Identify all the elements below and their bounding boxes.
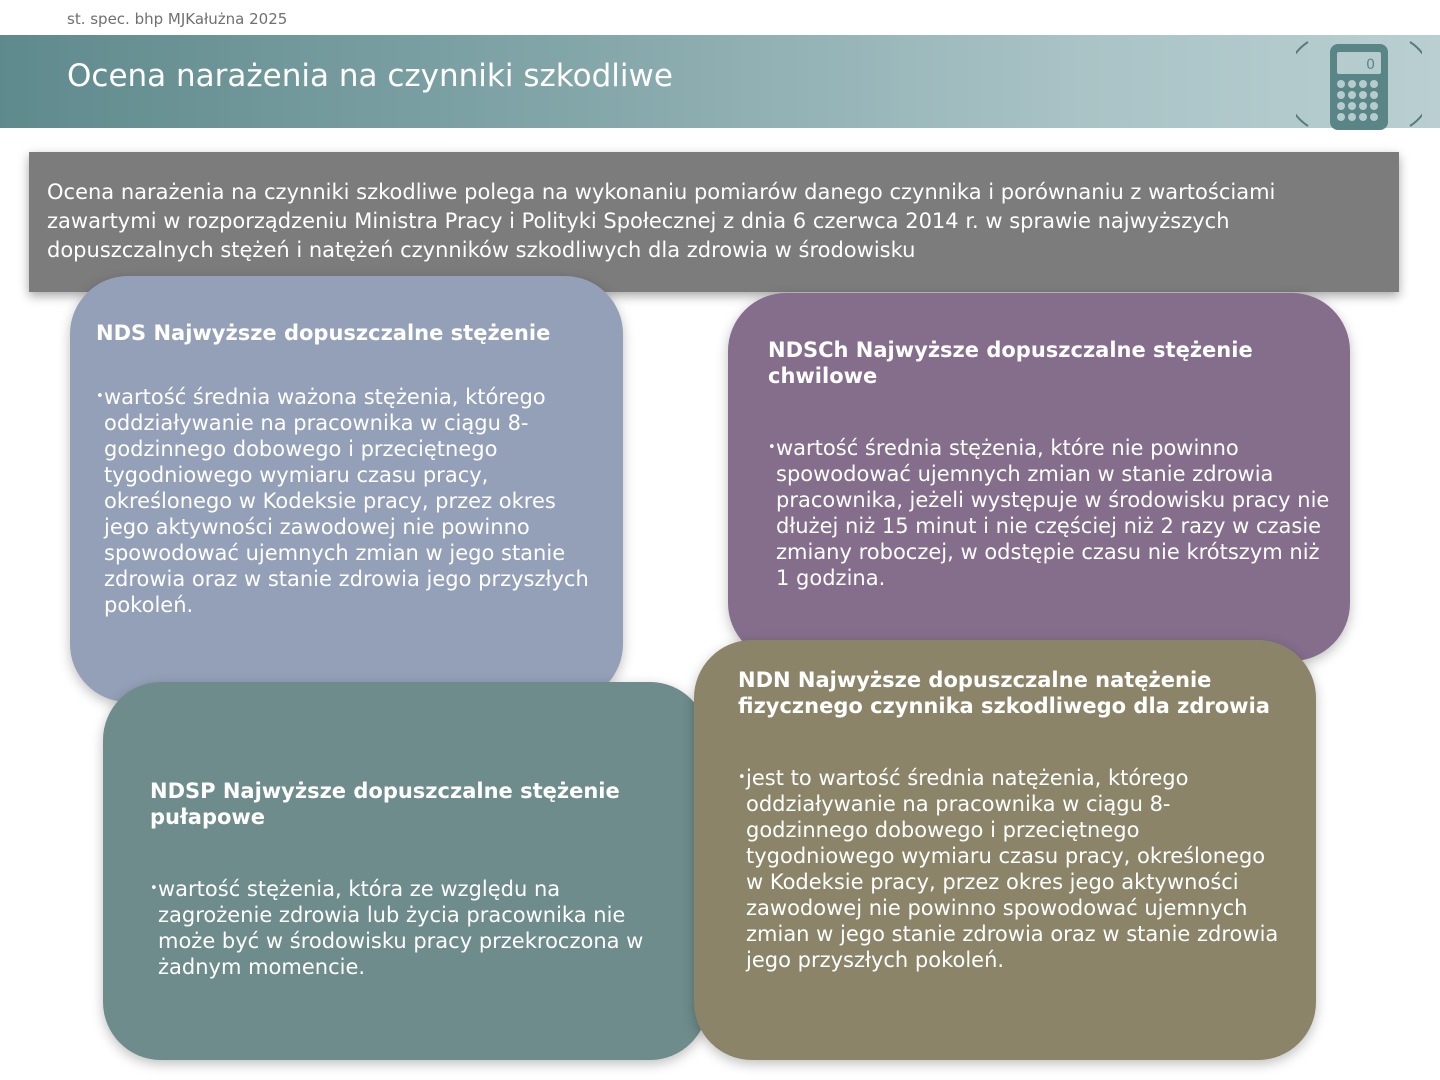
svg-text:0: 0: [1366, 57, 1375, 73]
bullet: •: [150, 881, 158, 896]
bullet: •: [738, 770, 746, 785]
intro-text: Ocena narażenia na czynniki szkodliwe polega na wykonaniu pomiarów danego czynnika i porównaniu z wartościami zawartymi w rozporządzeniu Ministra Pracy i Polityki Społecznej z dnia 6 czerwca 2014 r. w sprawie najwyższych dopuszczalnych stężeń i natężeń czynników szkodliwych dla zdrowia w środowisku: [47, 180, 1276, 262]
card-text: wartość średnia ważona stężenia, którego oddziaływanie na pracownika w ciągu 8-godzinnego dobowego i przeciętnego tygodniowego wymiaru czasu pracy, określonego w Kodeksie pracy, przez okres jego aktywności zawodowej nie powinno spowodować ujemnych zmian w jego stanie zdrowia oraz w stanie zdrowia jego przyszłych pokoleń.: [104, 385, 589, 617]
intro-box: [29, 152, 1399, 292]
card-title: NDS Najwyższe dopuszczalne stężenie: [96, 321, 551, 345]
bullet: •: [768, 440, 776, 455]
card-body: [96, 384, 593, 618]
card-ndsch: [728, 293, 1350, 661]
card-body: [738, 765, 1286, 973]
card-ndsp: [103, 682, 708, 1060]
bullet: •: [96, 389, 104, 404]
card-title: NDSCh Najwyższe dopuszczalne stężenie chwilowe: [768, 338, 1253, 388]
card-text: wartość stężenia, która ze względu na zagrożenie zdrowia lub życia pracownika nie może być w środowisku pracy przekroczona w żadnym momencie.: [158, 877, 644, 979]
page-title: Ocena narażenia na czynniki szkodliwe: [67, 58, 673, 94]
calculator-icon: [1296, 38, 1422, 130]
card-text: wartość średnia stężenia, które nie powinno spowodować ujemnych zmian w stanie zdrowia pracownika, jeżeli występuje w środowisku pracy nie dłużej niż 15 minut i nie częściej niż 2 razy w czasie zmiany roboczej, w odstępie czasu nie krótszym niż 1 godzina.: [776, 436, 1330, 590]
card-text: jest to wartość średnia natężenia, którego oddziaływanie na pracownika w ciągu 8-godzinnego dobowego i przeciętnego tygodniowego wymiaru czasu pracy, określonego w Kodeksie pracy, przez okres jego aktywności zawodowej nie powinno spowodować ujemnych zmian w jego stanie zdrowia oraz w stanie zdrowia jego przyszłych pokoleń.: [746, 766, 1279, 972]
card-title: NDN Najwyższe dopuszczalne natężenie fizycznego czynnika szkodliwego dla zdrowia: [738, 668, 1270, 718]
card-body: [768, 435, 1330, 591]
card-nds: [70, 276, 623, 702]
card-ndn: [694, 640, 1316, 1060]
card-title: NDSP Najwyższe dopuszczalne stężenie pułapowe: [150, 779, 620, 829]
author-caption: st. spec. bhp MJKałużna 2025: [67, 10, 288, 28]
card-body: [150, 876, 678, 980]
